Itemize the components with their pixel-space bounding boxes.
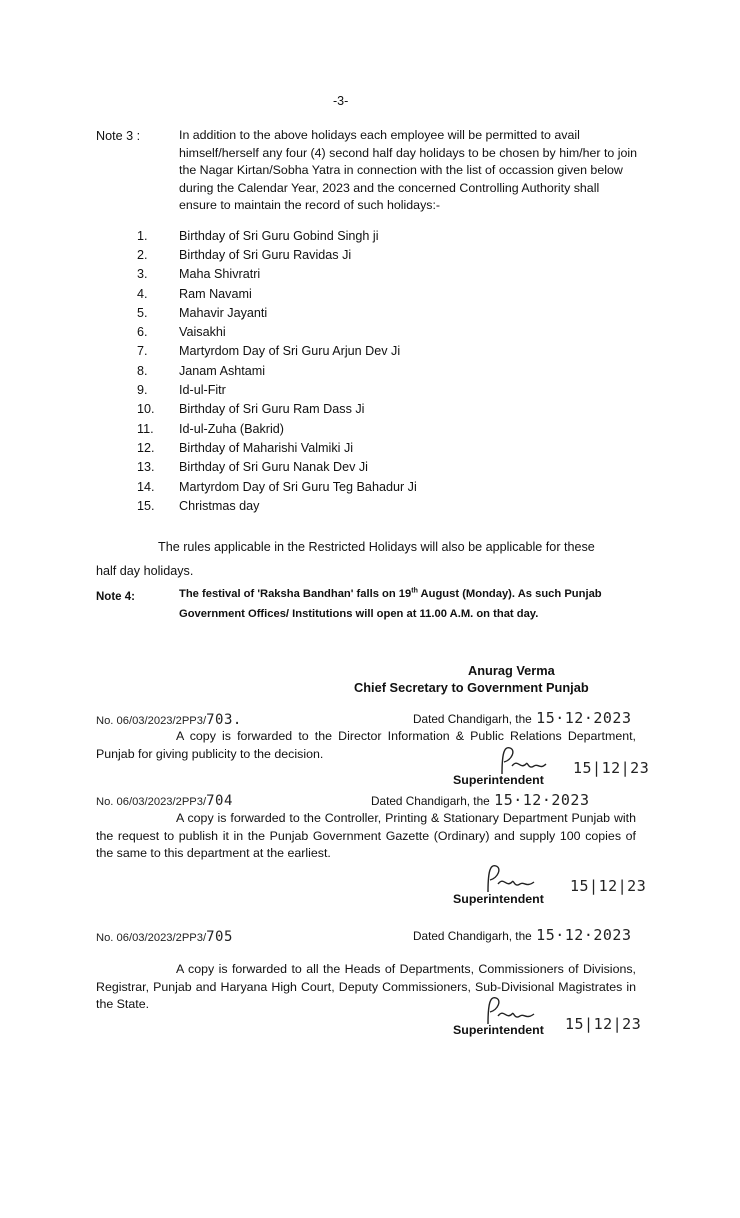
signature-1-date: 15|12|23: [573, 759, 650, 777]
handwritten-date: 15·12·2023: [536, 926, 632, 944]
list-item-name: Birthday of Sri Guru Ravidas Ji: [179, 247, 352, 262]
list-item-number: 8.: [137, 363, 148, 378]
rules-text-line2: half day holidays.: [96, 564, 194, 578]
list-item: [137, 458, 417, 477]
note4-superscript: th: [411, 587, 418, 595]
list-item-number: 7.: [137, 344, 148, 359]
list-item-name: Birthday of Sri Guru Nanak Dev Ji: [179, 460, 368, 475]
endorsement-3-text: A copy is forwarded to all the Heads of Departments, Commissioners of Divisions, Registrar, Punjab and Haryana High Court, Deputy Commissioners, Sub-Divisional Magistrates in the State.: [96, 962, 636, 1011]
designation-2: Superintendent: [453, 892, 544, 906]
signatory-title: Chief Secretary to Government Punjab: [354, 680, 589, 695]
list-item-name: Maha Shivratri: [179, 267, 261, 282]
list-item-name: Martyrdom Day of Sri Guru Teg Bahadur Ji: [179, 479, 417, 494]
list-item: [137, 265, 417, 284]
list-item: [137, 400, 417, 419]
page-number: -3-: [333, 94, 349, 108]
signature-3-date: 15|12|23: [565, 1015, 642, 1033]
list-item-name: Christmas day: [179, 498, 260, 513]
endorsement-1-ref: [96, 711, 242, 729]
note3-label: Note 3 :: [96, 129, 141, 143]
note4-text-line1: [179, 588, 602, 600]
note4-label: Note 4:: [96, 591, 135, 603]
list-item-number: 2.: [137, 247, 148, 262]
endorsement-1-text: A copy is forwarded to the Director Information & Public Relations Department, Punjab for giving publicity to the decision.: [96, 729, 636, 761]
list-item-number: 13.: [137, 460, 155, 475]
list-item-name: Id-ul-Fitr: [179, 383, 226, 398]
handwritten-date: 15·12·2023: [494, 791, 590, 809]
list-item: [137, 438, 417, 457]
list-item-number: 15.: [137, 498, 155, 513]
ref-handwritten-number: 704: [206, 793, 233, 809]
list-item: [137, 245, 417, 264]
list-item-number: 3.: [137, 267, 148, 282]
note4-text-b: August (Monday). As such Punjab: [417, 588, 602, 600]
endorsement-3-date: [413, 926, 631, 945]
list-item-number: 12.: [137, 440, 155, 455]
list-item: [137, 303, 417, 322]
list-item-name: Birthday of Sri Guru Gobind Singh ji: [179, 228, 379, 243]
note4-text-a: The festival of 'Raksha Bandhan' falls on 19: [179, 588, 412, 600]
rules-text-line1: The rules applicable in the Restricted Holidays will also be applicable for these: [158, 540, 595, 554]
list-item: [137, 477, 417, 496]
list-item-number: 6.: [137, 325, 148, 340]
list-item: [137, 361, 417, 380]
list-item-name: Vaisakhi: [179, 325, 226, 340]
ref-handwritten-number: 705: [206, 929, 233, 945]
list-item: [137, 496, 417, 515]
list-item-number: 10.: [137, 402, 155, 417]
list-item-name: Ram Navami: [179, 286, 252, 301]
list-item-name: Mahavir Jayanti: [179, 305, 268, 320]
signature-2-date: 15|12|23: [570, 877, 647, 895]
holiday-list: [137, 226, 417, 515]
designation-1: Superintendent: [453, 773, 544, 787]
dated-label: Dated Chandigarh, the: [371, 794, 490, 808]
ref-handwritten-number: 703.: [206, 712, 242, 728]
ref-prefix: No. 06/03/2023/2PP3/: [96, 932, 207, 944]
endorsement-2-text: A copy is forwarded to the Controller, Printing & Stationary Department Punjab with the request to publish it in the Punjab Government Gazette (Ordinary) and supply 100 copies of the same to this department at the earliest.: [96, 811, 636, 860]
ref-prefix: No. 06/03/2023/2PP3/: [96, 715, 207, 727]
list-item: [137, 284, 417, 303]
signatory-name: Anurag Verma: [468, 663, 555, 678]
note3-text: In addition to the above holidays each employee will be permitted to avail himself/herself any four (4) second half day holidays to be chosen by him/her to join the Nagar Kirtan/Sobha Yatra in connection with the list of occassion given below during the Calendar Year, 2023 and the concerned Controlling Authority shall ensure to maintain the record of such holidays:-: [179, 128, 638, 212]
list-item: [137, 380, 417, 399]
endorsement-3-ref: [96, 928, 233, 946]
list-item-name: Birthday of Maharishi Valmiki Ji: [179, 440, 354, 455]
list-item-number: 5.: [137, 305, 148, 320]
designation-3: Superintendent: [453, 1023, 544, 1037]
dated-label: Dated Chandigarh, the: [413, 929, 532, 943]
ref-prefix: No. 06/03/2023/2PP3/: [96, 796, 207, 808]
note4-text-line2: Government Offices/ Institutions will open at 11.00 A.M. on that day.: [179, 608, 539, 620]
endorsement-2-date: [371, 791, 589, 810]
dated-label: Dated Chandigarh, the: [413, 712, 532, 726]
list-item-number: 14.: [137, 479, 155, 494]
list-item: [137, 419, 417, 438]
list-item: [137, 322, 417, 341]
list-item-name: Janam Ashtami: [179, 363, 266, 378]
list-item-number: 9.: [137, 383, 148, 398]
handwritten-date: 15·12·2023: [536, 709, 632, 727]
list-item-number: 11.: [137, 421, 154, 436]
list-item-name: Martyrdom Day of Sri Guru Arjun Dev Ji: [179, 344, 401, 359]
list-item-name: Birthday of Sri Guru Ram Dass Ji: [179, 402, 365, 417]
endorsement-2-ref: [96, 792, 233, 810]
list-item-number: 4.: [137, 286, 148, 301]
list-item-number: 1.: [137, 228, 148, 243]
list-item: [137, 342, 417, 361]
list-item-name: Id-ul-Zuha (Bakrid): [179, 421, 284, 436]
list-item: [137, 226, 417, 245]
endorsement-1-date: [413, 709, 631, 728]
